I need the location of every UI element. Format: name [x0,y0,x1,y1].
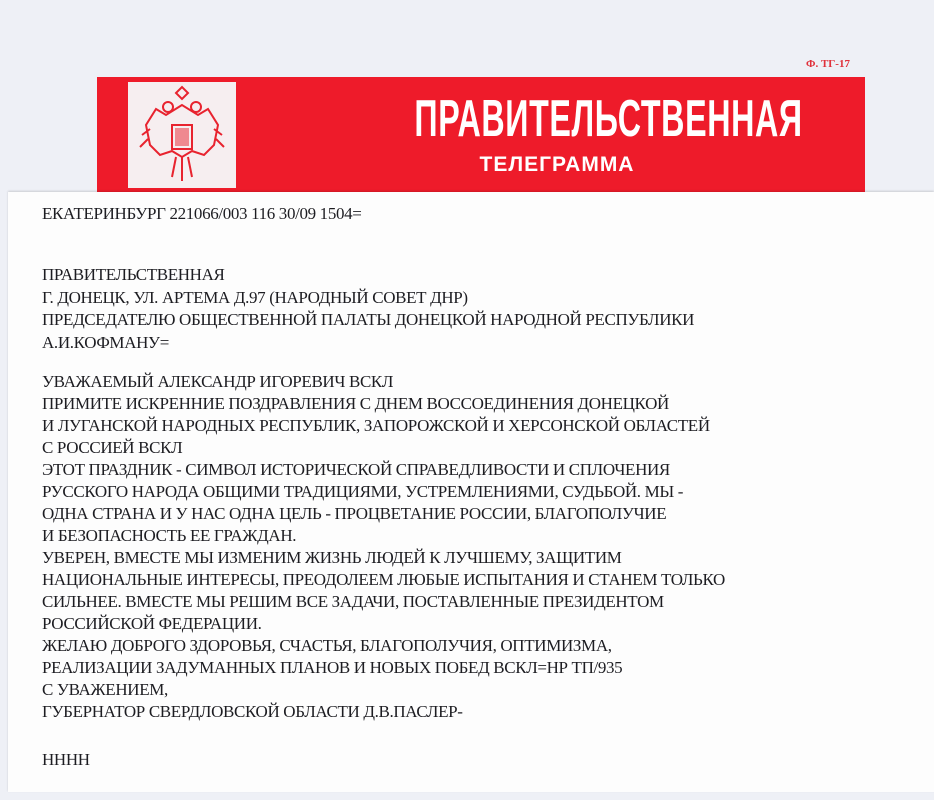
body-line: НАЦИОНАЛЬНЫЕ ИНТЕРЕСЫ, ПРЕОДОЛЕЕМ ЛЮБЫЕ ИСПЫТАНИЯ И СТАНЕМ ТОЛЬКО [42,570,725,589]
body-line: ПРИМИТЕ ИСКРЕННИЕ ПОЗДРАВЛЕНИЯ С ДНЕМ ВОССОЕДИНЕНИЯ ДОНЕЦКОЙ [42,394,669,413]
body-line: ОДНА СТРАНА И У НАС ОДНА ЦЕЛЬ - ПРОЦВЕТАНИЕ РОССИИ, БЛАГОПОЛУЧИЕ [42,504,667,523]
body-line: И ЛУГАНСКОЙ НАРОДНЫХ РЕСПУБЛИК, ЗАПОРОЖСКОЙ И ХЕРСОНСКОЙ ОБЛАСТЕЙ [42,416,710,435]
body-line: С УВАЖЕНИЕМ, [42,680,168,699]
end-marker: НННН [42,750,90,769]
russian-coat-of-arms-icon [128,82,236,188]
signature-line: ГУБЕРНАТОР СВЕРДЛОВСКОЙ ОБЛАСТИ Д.В.ПАСЛЕР- [42,702,463,721]
telegram-header-banner [97,77,865,192]
body-line: РОССИЙСКОЙ ФЕДЕРАЦИИ. [42,614,262,633]
telegram-origin: ЕКАТЕРИНБУРГ 221066/003 116 30/09 1504= [42,204,362,223]
address-line: ПРАВИТЕЛЬСТВЕННАЯ [42,265,225,284]
form-code: Ф. ТГ-17 [806,58,850,70]
body-line: РУССКОГО НАРОДА ОБЩИМИ ТРАДИЦИЯМИ, УСТРЕМЛЕНИЯМИ, СУДЬБОЙ. МЫ - [42,482,684,501]
header-subtitle: ТЕЛЕГРАММА [479,153,635,176]
body-line: РЕАЛИЗАЦИИ ЗАДУМАННЫХ ПЛАНОВ И НОВЫХ ПОБЕД ВСКЛ=НР ТП/935 [42,658,623,677]
body-line: ЭТОТ ПРАЗДНИК - СИМВОЛ ИСТОРИЧЕСКОЙ СПРАВЕДЛИВОСТИ И СПЛОЧЕНИЯ [42,460,670,479]
header-title: ПРАВИТЕЛЬСТВЕННАЯ [414,90,803,148]
address-line: ПРЕДСЕДАТЕЛЮ ОБЩЕСТВЕННОЙ ПАЛАТЫ ДОНЕЦКОЙ НАРОДНОЙ РЕСПУБЛИКИ [42,310,695,329]
body-line: СИЛЬНЕЕ. ВМЕСТЕ МЫ РЕШИМ ВСЕ ЗАДАЧИ, ПОСТАВЛЕННЫЕ ПРЕЗИДЕНТОМ [42,592,664,611]
body-line: С РОССИЕЙ ВСКЛ [42,438,183,457]
address-line: Г. ДОНЕЦК, УЛ. АРТЕМА Д.97 (НАРОДНЫЙ СОВЕТ ДНР) [42,287,468,307]
body-line: УВАЖАЕМЫЙ АЛЕКСАНДР ИГОРЕВИЧ ВСКЛ [42,372,394,391]
telegram-paper [8,192,934,792]
body-line: И БЕЗОПАСНОСТЬ ЕЕ ГРАЖДАН. [42,526,297,545]
body-line: ЖЕЛАЮ ДОБРОГО ЗДОРОВЬЯ, СЧАСТЬЯ, БЛАГОПОЛУЧИЯ, ОПТИМИЗМА, [42,636,612,655]
body-line: УВЕРЕН, ВМЕСТЕ МЫ ИЗМЕНИМ ЖИЗНЬ ЛЮДЕЙ К ЛУЧШЕМУ, ЗАЩИТИМ [42,548,622,567]
address-line: А.И.КОФМАНУ= [42,332,169,352]
